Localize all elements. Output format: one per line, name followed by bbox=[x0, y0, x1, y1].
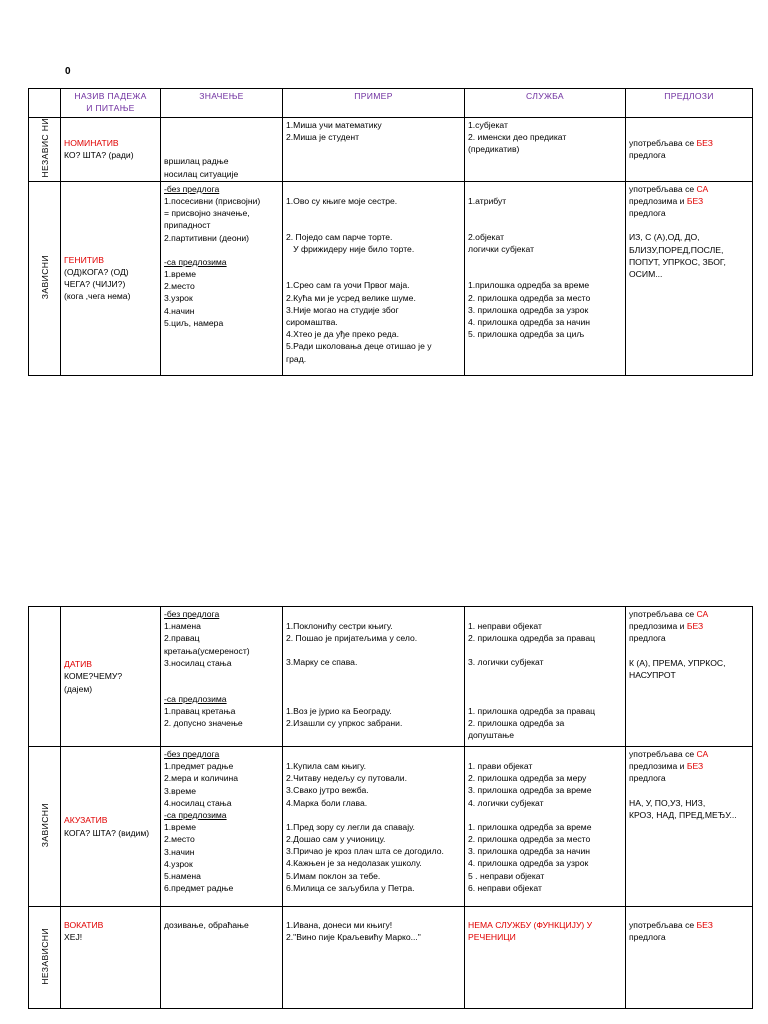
side-label-nezavisni-split bbox=[29, 118, 61, 182]
akuzativ-function-b3: 3. прилошка одредба за начин bbox=[468, 846, 591, 857]
header-function: СЛУЖБА bbox=[465, 89, 626, 118]
vokativ-examples bbox=[283, 907, 465, 1009]
genitiv-function-b1: 2.објекат bbox=[468, 231, 505, 242]
genitiv-with-4: 4.начин bbox=[164, 305, 195, 316]
genitiv-example-c2: 2.Кућа ми је усред велике шуме. bbox=[286, 292, 416, 303]
akuzativ-example-b3: 3.Причао је кроз плач шта се догодило. bbox=[286, 846, 444, 857]
genitiv-with-5: 5.циљ, намера bbox=[164, 317, 224, 328]
header-name-line-2: И ПИТАЊЕ bbox=[86, 103, 135, 114]
genitiv-function-b2: логички субјекат bbox=[468, 244, 535, 255]
vokativ-prep-pre: употребљава се bbox=[629, 920, 697, 930]
side-label-text: НЕЗАВИСНИ bbox=[39, 927, 50, 985]
nominativ-prep-pre: употребљава се bbox=[629, 138, 697, 149]
dativ-prep-post: предлога bbox=[629, 633, 666, 644]
dativ-function-a1: 1. неправи објекат bbox=[468, 621, 542, 631]
akuzativ-function-a3: 3. прилошка одредба за време bbox=[468, 785, 592, 796]
dativ-name-cell bbox=[61, 607, 161, 747]
akuzativ-with-6: 6.предмет радње bbox=[164, 883, 234, 894]
akuzativ-without-3: 3.време bbox=[164, 785, 196, 796]
akuzativ-without-label: -без предлога bbox=[164, 749, 220, 759]
akuzativ-example-b5: 5.Имам поклон за тебе. bbox=[286, 870, 381, 881]
akuzativ-example-a2: 2.Читаву недељу су путовали. bbox=[286, 773, 407, 784]
dativ-with-2: 2. допусно значење bbox=[164, 718, 243, 729]
dativ-prep-sa: СА bbox=[696, 609, 709, 619]
nominativ-prep-post: предлога bbox=[629, 150, 666, 161]
vokativ-example-2: 2."Вино пије Краљевићу Марко..." bbox=[286, 932, 421, 943]
akuzativ-function-b2: 2. прилошка одредба за место bbox=[468, 834, 591, 845]
row-dativ bbox=[29, 607, 753, 747]
akuzativ-question: КОГА? ШТА? (видим) bbox=[64, 827, 150, 838]
vokativ-name-cell bbox=[61, 907, 161, 1009]
nominativ-name-cell bbox=[61, 118, 161, 182]
akuzativ-example-a3: 3.Свако јутро вежба. bbox=[286, 785, 369, 796]
dativ-function-c3: допуштање bbox=[468, 730, 515, 741]
genitiv-function-c3: 3. прилошка одредба за узрок bbox=[468, 304, 589, 315]
page-marker: 0 bbox=[65, 66, 71, 77]
dativ-without-label: -без предлога bbox=[164, 609, 220, 619]
dativ-function-b1: 3. логички субјекат bbox=[468, 657, 544, 668]
genitiv-without-4: 2.партитивни (деони) bbox=[164, 232, 250, 243]
akuzativ-function-a2: 2. прилошка одредба за меру bbox=[468, 773, 587, 784]
dativ-function-c2: 2. прилошка одредба за bbox=[468, 717, 565, 728]
dativ-example-a1: 1.Поклонићу сестри књигу. bbox=[286, 621, 393, 631]
dativ-example-c1: 1.Воз је јурио ка Београду. bbox=[286, 705, 392, 716]
dativ-question-1: КОМЕ?ЧЕМУ? bbox=[64, 671, 123, 682]
vokativ-prep-post: предлога bbox=[629, 932, 666, 943]
akuzativ-example-b4: 4.Кажњен је за недолазак ушколу. bbox=[286, 858, 422, 869]
side-label-zavisni-1 bbox=[29, 181, 61, 375]
header-name-line-1: НАЗИВ ПАДЕЖА bbox=[74, 91, 147, 101]
header-case-name bbox=[61, 89, 161, 118]
header-row bbox=[29, 89, 753, 118]
akuzativ-prep-sa: СА bbox=[696, 749, 709, 759]
genitiv-function-c4: 4. прилошка одредба за начин bbox=[468, 316, 591, 327]
vokativ-meaning: дозивање, обраћање bbox=[161, 907, 283, 1009]
dativ-without-2: 2.правац bbox=[164, 633, 200, 644]
akuzativ-with-4: 4.узрок bbox=[164, 858, 193, 869]
nominativ-meaning bbox=[161, 118, 283, 182]
genitiv-examples bbox=[283, 181, 465, 375]
row-genitiv bbox=[29, 181, 753, 375]
akuzativ-prep-pre: употребљава се bbox=[629, 749, 697, 759]
header-prepositions: ПРЕДЛОЗИ bbox=[626, 89, 753, 118]
akuzativ-functions bbox=[465, 747, 626, 907]
dativ-prepositions bbox=[626, 607, 753, 747]
nominativ-example-2: 2.Миша је студент bbox=[286, 132, 360, 143]
row-vokativ bbox=[29, 907, 753, 1009]
genitiv-function-c1: 1.прилошка одредба за време bbox=[468, 280, 590, 291]
akuzativ-without-2: 2.мера и количина bbox=[164, 773, 239, 784]
genitiv-example-c5: 4.Хтео је да уђе преко реда. bbox=[286, 329, 399, 340]
header-meaning: ЗНАЧЕЊЕ bbox=[161, 89, 283, 118]
dativ-examples bbox=[283, 607, 465, 747]
side-label-zavisni-2 bbox=[29, 747, 61, 907]
genitiv-prep-bez: БЕЗ bbox=[686, 195, 704, 206]
genitiv-function-c2: 2. прилошка одредба за место bbox=[468, 292, 591, 303]
akuzativ-example-b2: 2.Дошао сам у учионицу. bbox=[286, 834, 386, 845]
dativ-prep-bez: БЕЗ bbox=[686, 621, 704, 632]
dativ-prep-mid: предлозима и bbox=[629, 621, 687, 632]
genitiv-without-3: припадност bbox=[164, 220, 211, 231]
genitiv-with-3: 3.узрок bbox=[164, 293, 193, 304]
side-label-text: НЕЗАВИС НИ bbox=[39, 118, 50, 178]
dativ-prep-list-1: К (А), ПРЕМА, УПРКОС, bbox=[629, 657, 726, 668]
genitiv-name-cell bbox=[61, 181, 161, 375]
genitiv-functions bbox=[465, 181, 626, 375]
akuzativ-prep-mid: предлозима и bbox=[629, 761, 687, 772]
akuzativ-meaning bbox=[161, 747, 283, 907]
genitiv-example-b2: У фрижидеру није било торте. bbox=[286, 244, 415, 255]
row-akuzativ bbox=[29, 747, 753, 907]
akuzativ-name-cell bbox=[61, 747, 161, 907]
genitiv-example-c1: 1.Срео сам га уочи Првог маја. bbox=[286, 280, 410, 291]
genitiv-example-c6: 5.Ради школовања деце отишао је у bbox=[286, 341, 432, 352]
genitiv-example-c7: град. bbox=[286, 353, 307, 364]
genitiv-example-a1: 1.Ово су књиге моје сестре. bbox=[286, 195, 398, 206]
akuzativ-function-a1: 1. прави објекат bbox=[468, 761, 533, 771]
dativ-function-c1: 1. прилошка одредба за правац bbox=[468, 705, 596, 716]
nominativ-question: КО? ШТА? (ради) bbox=[64, 150, 134, 161]
genitiv-with-1: 1.време bbox=[164, 268, 196, 279]
genitiv-prep-post: предлога bbox=[629, 208, 666, 219]
akuzativ-name: АКУЗАТИВ bbox=[64, 815, 108, 826]
genitiv-meaning bbox=[161, 181, 283, 375]
dativ-function-a2: 2. прилошка одредба за правац bbox=[468, 633, 596, 644]
side-label-nezavisni bbox=[29, 907, 61, 1009]
vokativ-prep-bez: БЕЗ bbox=[696, 920, 713, 930]
akuzativ-without-4: 4.носилац стања bbox=[164, 797, 232, 808]
vokativ-name: ВОКАТИВ bbox=[64, 920, 104, 930]
akuzativ-with-1: 1.време bbox=[164, 822, 196, 833]
genitiv-prep-list-1: ИЗ, С (А),ОД, ДО, bbox=[629, 232, 700, 243]
genitiv-without-2: = присвојно значење, bbox=[164, 208, 250, 219]
header-example: ПРИМЕР bbox=[283, 89, 465, 118]
genitiv-question-1: (ОД)КОГА? (ОД) bbox=[64, 267, 129, 278]
genitiv-prep-list-4: ОСИМ... bbox=[629, 268, 663, 279]
dativ-functions bbox=[465, 607, 626, 747]
genitiv-example-c3: 3.Није могао на студије због bbox=[286, 304, 399, 315]
dativ-prep-list-2: НАСУПРОТ bbox=[629, 669, 676, 680]
akuzativ-example-b1: 1.Пред зору су легли да спавају. bbox=[286, 821, 415, 832]
dativ-example-a2: 2. Пошао је пријатељима у село. bbox=[286, 633, 418, 644]
nominativ-name: НОМИНАТИВ bbox=[64, 138, 119, 149]
nominativ-function-1: 1.субјекат bbox=[468, 120, 508, 130]
side-label-text: ЗАВИСНИ bbox=[39, 802, 50, 848]
akuzativ-prep-list-2: КРОЗ, НАД, ПРЕД,МЕЂУ... bbox=[629, 809, 737, 820]
nominativ-meaning-2: носилац ситуације bbox=[164, 168, 239, 179]
dativ-without-3: кретања(усмереност) bbox=[164, 645, 250, 656]
vokativ-example-1: 1.Ивана, донеси ми књигу! bbox=[286, 920, 393, 930]
akuzativ-prep-post: предлога bbox=[629, 773, 666, 784]
akuzativ-prep-list-1: НА, У, ПО,УЗ, НИЗ, bbox=[629, 797, 706, 808]
nominativ-functions bbox=[465, 118, 626, 182]
dativ-example-c2: 2.Изашли су упркос забрани. bbox=[286, 717, 403, 728]
genitiv-without-1: 1.посесивни (присвојни) bbox=[164, 195, 261, 206]
akuzativ-function-b1: 1. прилошка одредба за време bbox=[468, 821, 592, 832]
akuzativ-with-5: 5.намена bbox=[164, 871, 201, 882]
nominativ-function-2: 2. именски део предикат bbox=[468, 132, 567, 143]
genitiv-prep-mid: предлозима и bbox=[629, 195, 687, 206]
cases-table-bottom bbox=[28, 606, 753, 1009]
dativ-meaning bbox=[161, 607, 283, 747]
nominativ-function-3: (предикатив) bbox=[468, 144, 520, 155]
akuzativ-with-label: -са предлозима bbox=[164, 810, 227, 821]
genitiv-prepositions bbox=[626, 181, 753, 375]
akuzativ-example-b6: 6.Милица се заљубила у Петра. bbox=[286, 882, 415, 893]
genitiv-function-a1: 1.атрибут bbox=[468, 195, 507, 206]
dativ-without-1: 1.намена bbox=[164, 621, 201, 632]
akuzativ-example-a4: 4.Марка боли глава. bbox=[286, 797, 368, 808]
dativ-with-1: 1.правац кретања bbox=[164, 706, 236, 717]
akuzativ-without-1: 1.предмет радње bbox=[164, 761, 234, 772]
genitiv-with-2: 2.место bbox=[164, 281, 195, 292]
header-corner bbox=[29, 89, 61, 118]
genitiv-example-b1: 2. Поједо сам парче торте. bbox=[286, 231, 393, 242]
akuzativ-function-a4: 4. логички субјекат bbox=[468, 797, 544, 808]
dativ-without-4: 3.носилац стања bbox=[164, 657, 232, 668]
dativ-side-cell bbox=[29, 607, 61, 747]
row-nominativ bbox=[29, 118, 753, 182]
genitiv-function-c5: 5. прилошка одредба за циљ bbox=[468, 329, 585, 340]
akuzativ-example-a1: 1.Купила сам књигу. bbox=[286, 761, 366, 771]
vokativ-prepositions bbox=[626, 907, 753, 1009]
akuzativ-prepositions bbox=[626, 747, 753, 907]
nominativ-prepositions bbox=[626, 118, 753, 182]
genitiv-question-2: ЧЕГА? (ЧИЈИ?) bbox=[64, 279, 126, 290]
dativ-example-b1: 3.Марку се спава. bbox=[286, 657, 358, 668]
genitiv-example-c4: сиромаштва. bbox=[286, 316, 338, 327]
dativ-name: ДАТИВ bbox=[64, 659, 93, 670]
nominativ-meaning-1: вршилац радње bbox=[164, 156, 229, 167]
genitiv-question-3: (кога ,чега нема) bbox=[64, 291, 131, 302]
genitiv-without-label: -без предлога bbox=[164, 183, 220, 194]
nominativ-examples bbox=[283, 118, 465, 182]
genitiv-prep-sa: СА bbox=[696, 183, 709, 194]
akuzativ-prep-bez: БЕЗ bbox=[686, 761, 704, 772]
dativ-question-2: (дајем) bbox=[64, 683, 93, 694]
genitiv-prep-list-3: ПОПУТ, УПРКОС, ЗБОГ, bbox=[629, 256, 726, 267]
genitiv-with-label: -са предлозима bbox=[164, 256, 227, 267]
akuzativ-function-b6: 6. неправи објекат bbox=[468, 882, 542, 893]
vokativ-question: ХЕЈ! bbox=[64, 932, 83, 943]
genitiv-prep-list-2: БЛИЗУ,ПОРЕД,ПОСЛЕ, bbox=[629, 244, 724, 255]
side-label-text: ЗАВИСНИ bbox=[39, 254, 50, 299]
vokativ-function bbox=[465, 907, 626, 1009]
nominativ-prep-bez: БЕЗ bbox=[696, 138, 713, 149]
vokativ-function-text: НЕМА СЛУЖБУ (ФУНКЦИЈУ) У РЕЧЕНИЦИ bbox=[468, 920, 593, 943]
dativ-with-label: -са предлозима bbox=[164, 694, 227, 705]
genitiv-prep-pre: употребљава се bbox=[629, 183, 697, 194]
cases-table-top bbox=[28, 88, 753, 376]
dativ-prep-pre: употребљава се bbox=[629, 609, 697, 619]
akuzativ-examples bbox=[283, 747, 465, 907]
akuzativ-function-b5: 5 . неправи објекат bbox=[468, 870, 545, 881]
akuzativ-function-b4: 4. прилошка одредба за узрок bbox=[468, 858, 589, 869]
genitiv-name: ГЕНИТИВ bbox=[64, 254, 104, 265]
nominativ-example-1: 1.Миша учи математику bbox=[286, 120, 382, 130]
akuzativ-with-2: 2.место bbox=[164, 834, 195, 845]
akuzativ-with-3: 3.начин bbox=[164, 846, 195, 857]
